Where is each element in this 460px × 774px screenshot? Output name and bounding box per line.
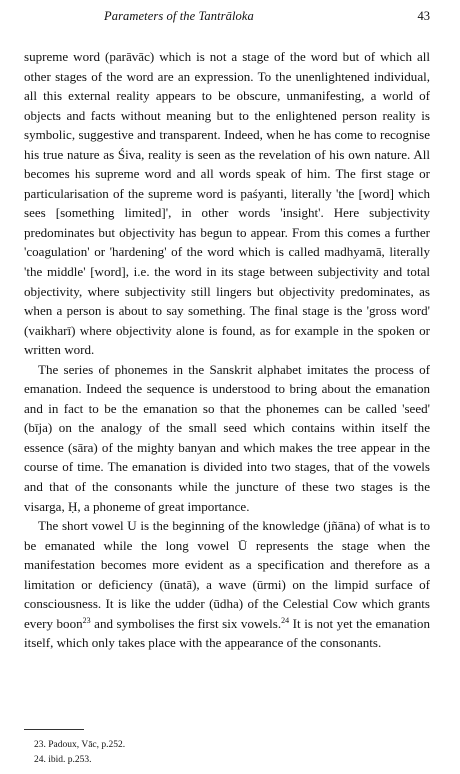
paragraph-3-text-b: and symbolises the first six vowels.	[90, 615, 282, 631]
footnote-23: 23. Padoux, Vāc, p.252.	[34, 740, 126, 750]
footnote-ref-23[interactable]: 23	[82, 615, 91, 625]
paragraph-1: supreme word (parāvāc) which is not a stage of the word but of which all other stages of the word are an expression. To the unenlightened individual, all this external reality appears to be obscure, unmanifesting, a world of objects and facts without meaning but to the enlightened person reality is symbolic, suggestive and transparent. Indeed, when he has come to recognise his true nature as Śiva, reality is seen as the revelation of his own nature. All becomes his supreme word and all words speak of him. The first stage or particularisation of the supreme word is paśyanti, literally 'the [word] which sees [something limited]', in other words 'insight'. Here subjectivity predominates but objectivity has begun to appear. From this comes a further 'coagulation' or 'hardening' of the word which is called madhyamā, literally 'the middle' [word], i.e. the word in its stage between subjectivity and total objectivity, where subjectivity still lingers but objectivity predominates, as when a person is about to say something. The final stage is the 'gross word' (vaikharī) where objectivity alone is found, as for example in the spoken or written word.	[24, 49, 430, 358]
running-title: Parameters of the Tantrāloka	[104, 9, 254, 23]
footnote-ref-24[interactable]: 24	[281, 615, 290, 625]
body-text	[24, 47, 430, 653]
footnotes	[34, 738, 125, 768]
page-number: 43	[417, 9, 430, 23]
paragraph-3-text-a: The short vowel U is the beginning of the knowledge (jñāna) of what is to be emanated while the long vowel Ū represents the stage when the manifestation becomes more evident as a specification and therefore as a limitation or deficiency (ūnatā), a wave (ūrmi) on the limpid surface of consciousness. It is like the udder (ūdha) of the Celestial Cow which grants every boon	[24, 518, 430, 631]
paragraph-2: The series of phonemes in the Sanskrit alphabet imitates the process of emanation. Indeed the sequence is understood to bring about the emanation and in fact to be the emanation so that the phonemes can be called 'seed' (bīja) on the analogy of the small seed which contains within itself the essence (sāra) of the mighty banyan and which makes the tree appear in the course of time. The emanation is divided into two stages, that of the vowels and that of the consonants while the juncture of these two stages is the visarga, Ḥ, a phoneme of great importance.	[24, 361, 430, 514]
footnote-24: 24. ibid. p.253.	[34, 755, 92, 765]
page-header	[24, 9, 430, 27]
paragraph-3-text-c: It is not yet the emanation itself, which only takes place with the appearance of the consonants.	[24, 615, 430, 651]
paragraph-3	[24, 516, 430, 653]
footnote-divider	[24, 729, 84, 730]
